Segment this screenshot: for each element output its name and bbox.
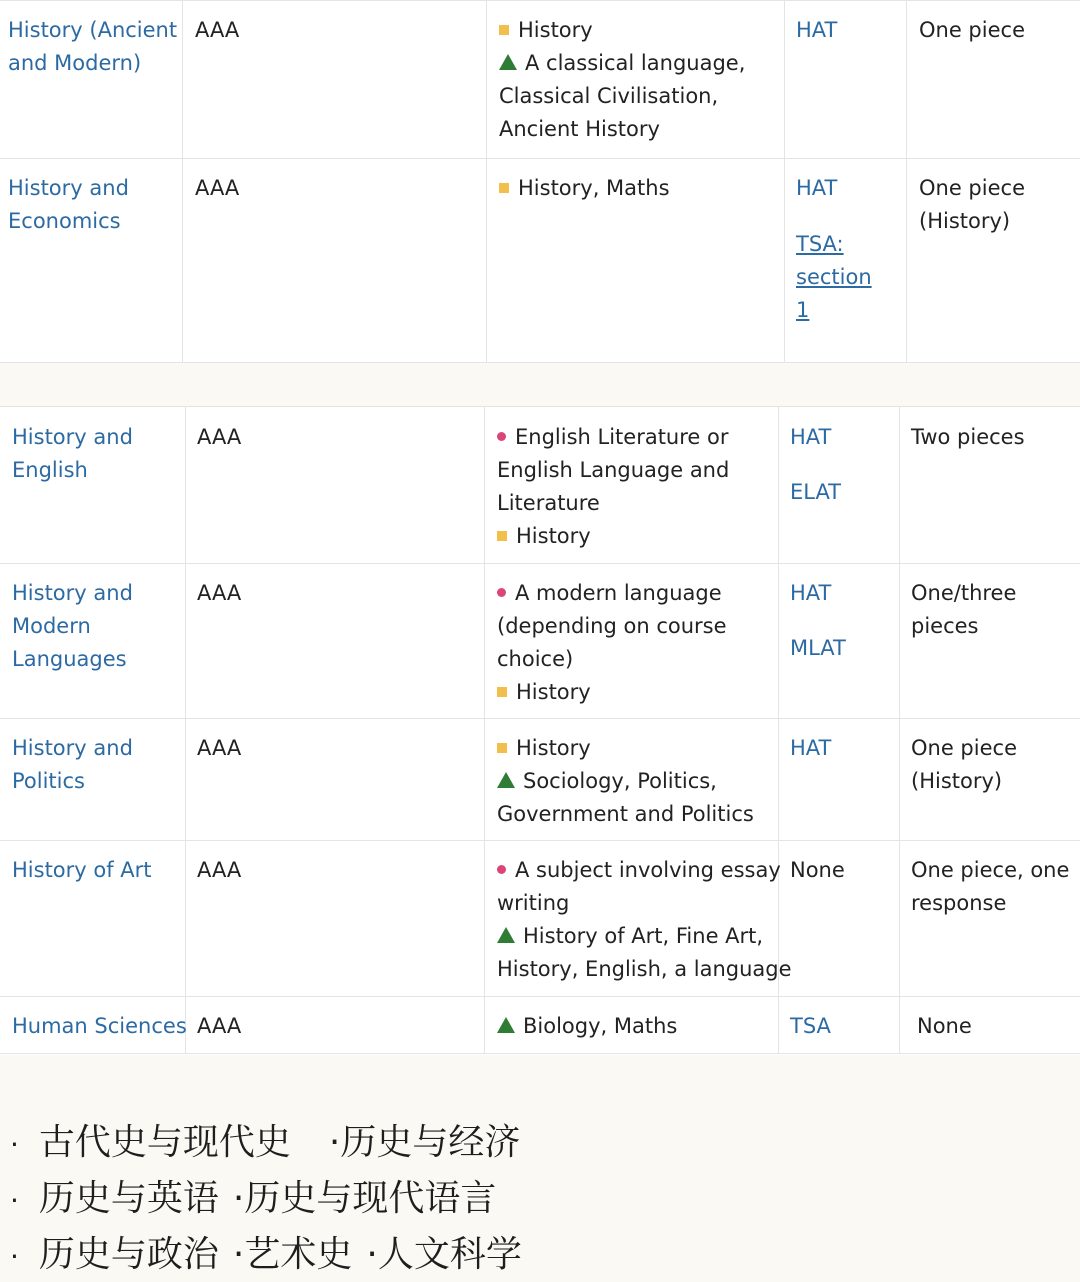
subject-item: History of Art, Fine Art, <box>497 920 763 953</box>
subject-item-continuation: choice) <box>497 647 574 671</box>
bullet-dot: · <box>10 1240 19 1273</box>
subjects-cell <box>487 1 785 158</box>
tests-cell <box>785 1 907 158</box>
table-row <box>0 564 1080 719</box>
written-work-cell <box>900 719 1080 840</box>
subjects-cell <box>485 719 779 840</box>
square-marker-icon <box>499 25 509 35</box>
subjects-cell <box>485 841 792 996</box>
grades-cell <box>186 407 485 563</box>
summary-item: ·历史与经济 <box>328 1122 521 1163</box>
written-work-cell <box>907 1 1080 158</box>
course-link[interactable]: History and Modern Languages <box>12 581 133 671</box>
subject-item-continuation: English Language and <box>497 458 730 482</box>
course-cell <box>0 159 183 362</box>
grades-value: AAA <box>195 18 240 42</box>
course-link[interactable]: History and Economics <box>8 176 129 233</box>
grades-value: AAA <box>197 425 242 449</box>
table-row <box>0 997 1080 1054</box>
triangle-marker-icon <box>497 1017 515 1033</box>
written-work-value: Two pieces <box>911 425 1025 449</box>
written-work-value: None <box>917 1014 972 1038</box>
tests-cell <box>779 564 900 718</box>
summary-item: 历史与英语 <box>38 1178 219 1219</box>
test-link[interactable]: MLAT <box>790 636 846 660</box>
subject-item: A subject involving essay <box>497 854 781 887</box>
grades-cell <box>186 719 485 840</box>
summary-line <box>10 1230 522 1282</box>
subject-item-continuation: Ancient History <box>499 117 660 141</box>
subject-item: History <box>497 676 591 709</box>
table-row <box>0 719 1080 841</box>
subject-item-continuation: Government and Politics <box>497 802 754 826</box>
tsa-section-link[interactable]: TSA: section 1 <box>796 232 872 322</box>
subject-item: History <box>497 732 591 765</box>
course-cell <box>0 1 183 158</box>
grades-cell <box>186 841 485 996</box>
triangle-marker-icon <box>497 772 515 788</box>
admissions-table-top <box>0 0 1080 363</box>
subject-item: History, Maths <box>499 172 670 205</box>
grades-cell <box>183 1 487 158</box>
course-cell <box>0 997 186 1053</box>
course-cell <box>0 407 186 563</box>
written-work-value: One piece <box>919 18 1025 42</box>
summary-item: 历史与政治 <box>38 1234 219 1275</box>
grades-value: AAA <box>197 736 242 760</box>
tests-cell <box>779 719 900 840</box>
written-work-cell <box>900 841 1080 996</box>
triangle-marker-icon <box>497 927 515 943</box>
written-work-value: One/three pieces <box>911 581 1017 638</box>
subject-item: History <box>499 14 593 47</box>
circle-marker-icon <box>497 865 506 874</box>
summary-item: ·人文科学 <box>366 1234 522 1275</box>
circle-marker-icon <box>497 588 506 597</box>
square-marker-icon <box>497 743 507 753</box>
subjects-cell <box>485 564 779 718</box>
grades-value: AAA <box>197 858 242 882</box>
course-cell <box>0 719 186 840</box>
bullet-dot: · <box>10 1128 19 1161</box>
subject-item: Biology, Maths <box>497 1010 677 1043</box>
bullet-dot: · <box>10 1184 19 1217</box>
subject-item-continuation: Literature <box>497 491 600 515</box>
course-link[interactable]: History (Ancient and Modern) <box>8 18 178 75</box>
written-work-cell <box>907 159 1080 362</box>
subject-item: English Literature or <box>497 421 729 454</box>
table-row <box>0 841 1080 997</box>
subjects-cell <box>485 407 779 563</box>
subjects-cell <box>487 159 785 362</box>
summary-item: ·历史与现代语言 <box>232 1178 497 1219</box>
square-marker-icon <box>499 183 509 193</box>
grades-value: AAA <box>197 1014 242 1038</box>
subjects-cell <box>485 997 779 1053</box>
square-marker-icon <box>497 687 507 697</box>
test-link[interactable]: HAT <box>790 581 832 605</box>
course-link[interactable]: Human Sciences <box>12 1014 187 1038</box>
summary-item: 古代史与现代史 <box>38 1122 291 1163</box>
triangle-marker-icon <box>499 54 517 70</box>
written-work-value: One piece (History) <box>919 176 1025 233</box>
subject-item-continuation: writing <box>497 891 570 915</box>
square-marker-icon <box>497 531 507 541</box>
test-link[interactable]: HAT <box>790 425 832 449</box>
grades-value: AAA <box>195 176 240 200</box>
written-work-value: One piece (History) <box>911 736 1017 793</box>
test-link[interactable]: HAT <box>796 176 838 200</box>
subject-item-continuation: (depending on course <box>497 614 727 638</box>
grades-cell <box>186 997 485 1053</box>
grades-cell <box>183 159 487 362</box>
test-link[interactable]: HAT <box>796 18 838 42</box>
course-link[interactable]: History of Art <box>12 858 152 882</box>
table-row <box>0 1 1080 159</box>
tests-cell <box>779 407 900 563</box>
subject-item-continuation: Classical Civilisation, <box>499 84 719 108</box>
admissions-table-bottom <box>0 406 1080 1055</box>
grades-value: AAA <box>197 581 242 605</box>
table-row <box>0 407 1080 564</box>
course-cell <box>0 841 186 996</box>
subject-item: A classical language, <box>499 47 745 80</box>
subject-item-continuation: History, English, a language <box>497 957 792 981</box>
summary-item: ·艺术史 <box>232 1234 353 1275</box>
grades-cell <box>186 564 485 718</box>
circle-marker-icon <box>497 432 506 441</box>
course-cell <box>0 564 186 718</box>
tests-cell <box>785 159 907 362</box>
test-link[interactable]: TSA <box>790 1014 831 1038</box>
written-work-cell <box>900 997 1080 1053</box>
course-link[interactable]: History and English <box>12 425 133 482</box>
course-link[interactable]: History and Politics <box>12 736 133 793</box>
test-value: None <box>790 858 845 882</box>
subject-item: History <box>497 520 591 553</box>
written-work-cell <box>900 407 1080 563</box>
test-link[interactable]: ELAT <box>790 480 842 504</box>
table-row <box>0 159 1080 363</box>
test-link[interactable]: HAT <box>790 736 832 760</box>
written-work-value: One piece, one response <box>911 858 1070 915</box>
summary-line <box>10 1118 520 1170</box>
tests-cell <box>779 997 900 1053</box>
tests-cell <box>779 841 900 996</box>
subject-item: A modern language <box>497 577 722 610</box>
summary-line <box>10 1174 496 1226</box>
written-work-cell <box>900 564 1080 718</box>
subject-item: Sociology, Politics, <box>497 765 717 798</box>
